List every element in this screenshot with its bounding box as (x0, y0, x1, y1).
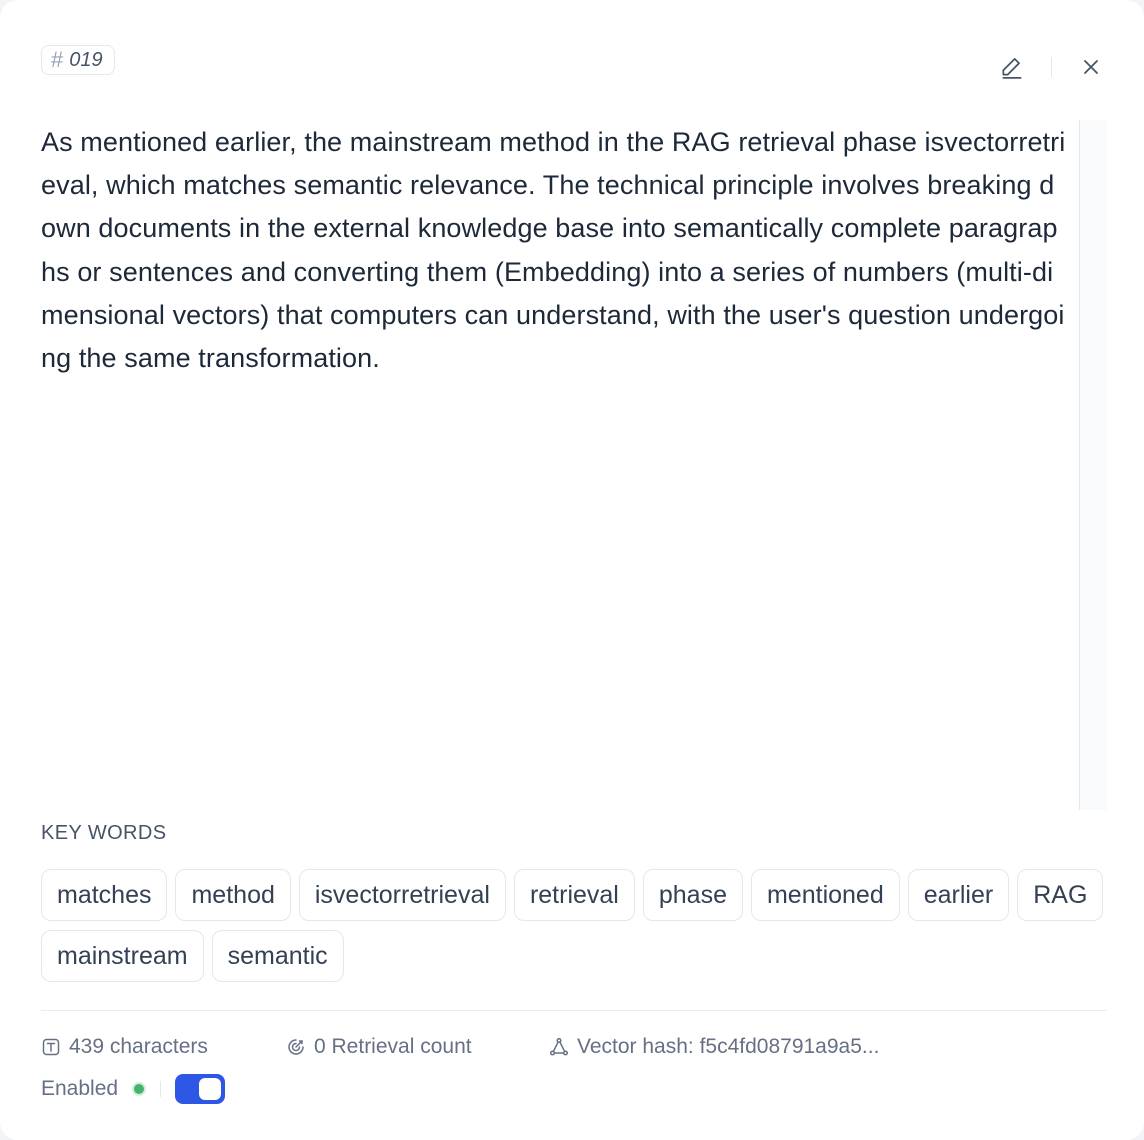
keyword-tag: phase (643, 869, 743, 921)
status-row (41, 1074, 225, 1104)
retrieval-count (286, 1035, 549, 1059)
status-label: Enabled (41, 1077, 119, 1100)
keywords-title: KEY WORDS (41, 822, 167, 844)
status-indicator-dot (132, 1082, 146, 1096)
segment-number-badge (41, 45, 115, 75)
status-divider (160, 1081, 161, 1097)
keyword-tag: mainstream (41, 930, 204, 982)
vector-hash (549, 1035, 879, 1059)
segment-meta (41, 1032, 879, 1062)
keyword-tag: method (175, 869, 290, 921)
pencil-icon (999, 54, 1025, 80)
text-type-icon (41, 1037, 61, 1057)
edit-button[interactable] (995, 50, 1029, 84)
toggle-knob (199, 1078, 221, 1100)
keyword-tag: isvectorretrieval (299, 869, 506, 921)
vector-hash-text: Vector hash: f5c4fd08791a9a5... (577, 1035, 880, 1058)
close-icon (1079, 55, 1103, 79)
keyword-tag: earlier (908, 869, 1009, 921)
segment-content-text: As mentioned earlier, the mainstream method in the RAG retrieval phase isvectorretrieval, which matches semantic relevance. The technical principle involves breaking down documents in the external knowledge base into semantically complete paragraphs or sentences and converting them (Embedding) into a series of numbers (multi-dimensional vectors) that computers can understand, with the user's question undergoing the same transformation. (41, 127, 1066, 374)
hash-icon: # (51, 47, 64, 72)
actions-divider (1051, 57, 1052, 77)
retrieval-count-text: 0 Retrieval count (314, 1035, 472, 1058)
segment-number: 019 (69, 48, 103, 71)
segment-content-area[interactable] (41, 120, 1107, 810)
keyword-tag: semantic (212, 930, 344, 982)
keyword-tag: retrieval (514, 869, 635, 921)
content-scrollbar[interactable] (1079, 120, 1107, 810)
enable-toggle[interactable] (175, 1074, 225, 1104)
target-arrow-icon (286, 1037, 306, 1057)
close-button[interactable] (1074, 50, 1108, 84)
keywords-list (41, 869, 1107, 982)
keyword-tag: RAG (1017, 869, 1103, 921)
footer-divider (41, 1010, 1107, 1011)
character-count (41, 1035, 286, 1059)
modal-actions (995, 50, 1108, 84)
vector-nodes-icon (549, 1037, 569, 1057)
character-count-text: 439 characters (69, 1035, 208, 1058)
keyword-tag: matches (41, 869, 167, 921)
keyword-tag: mentioned (751, 869, 900, 921)
